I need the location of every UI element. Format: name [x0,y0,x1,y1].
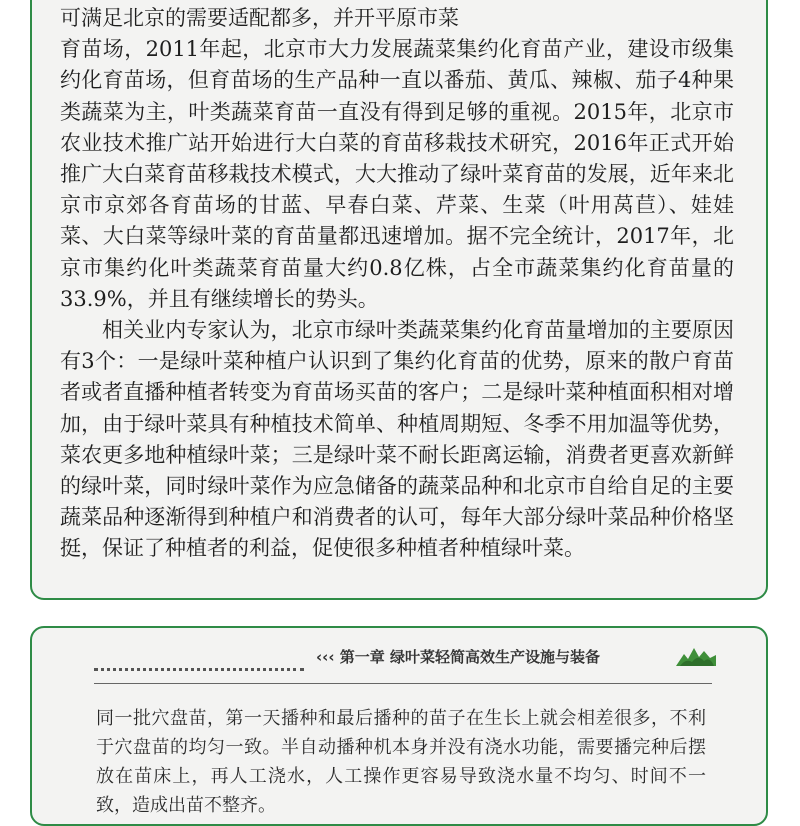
paragraph-1: 育苗场，2011年起，北京市大力发展蔬菜集约化育苗产业，建设市级集约化育苗场，但育苗场的生产品种一直以番茄、黄瓜、辣椒、茄子4种果类蔬菜为主，叶类蔬菜育苗一直没有得到足够的重视。2015年，北京市农业技术推广站开始进行大白菜的育苗移栽技术研究，2016年正式开始推广大白菜育苗移栽技术模式，大大推动了绿叶菜育苗的发展，近年来北京市京郊各育苗场的甘蓝、早春白菜、芹菜、生菜（叶用莴苣）、娃娃菜、大白菜等绿叶菜的育苗量都迅速增加。据不完全统计，2017年，北京市集约化叶类蔬菜育苗量大约0.8亿株，占全市蔬菜集约化育苗量的33.9%，并且有继续增长的势头。 [60,37,734,311]
green-plant-icon [674,640,718,670]
paragraph-2: 相关业内专家认为，北京市绿叶类蔬菜集约化育苗量增加的主要原因有3个：一是绿叶菜种植户认识到了集约化育苗的优势，原来的散户育苗者或者直播种植者转变为育苗场买苗的客户；二是绿叶菜种植面积相对增加，由于绿叶菜具有种植技术简单、种植周期短、冬季不用加温等优势，菜农更多地种植绿叶菜；三是绿叶菜不耐长距离运输，消费者更喜欢新鲜的绿叶菜，同时绿叶菜作为应急储备的蔬菜品种和北京市自给自足的主要蔬菜品种逐渐得到种植户和消费者的认可，每年大部分绿叶菜品种价格坚挺，保证了种植者的利益，促使很多种植者种植绿叶菜。 [60,318,734,561]
chapter-rule [94,683,712,684]
page-body-text [60,3,734,565]
partial-cut-line: 可满足北京的需要适配都多，并开平原市菜 [60,6,459,30]
chapter-header [94,642,712,678]
chapter-title: ‹‹‹ 第一章 绿叶菜轻简高效生产设施与装备 [316,648,600,666]
paragraph-bottom: 同一批穴盘苗，第一天播种和最后播种的苗子在生长上就会相差很多，不利于穴盘苗的均匀一致。半自动播种机本身并没有浇水功能，需要播完种后摆放在苗床上，再人工浇水，人工操作更容易导致浇水量不均匀、时间不一致，造成出苗不整齐。 [96,708,706,816]
page-card-bottom [30,626,768,826]
dotted-rule [94,668,304,671]
page-card-top [30,0,768,600]
